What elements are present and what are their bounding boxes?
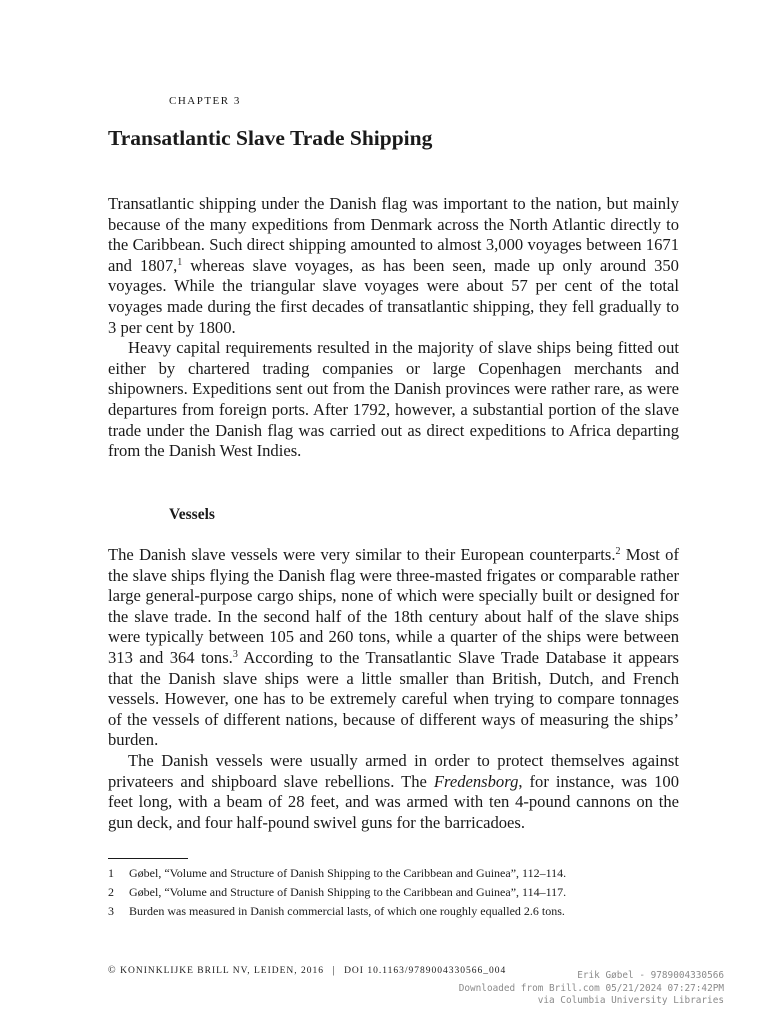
footnote-number: 1 bbox=[108, 866, 114, 880]
publisher: KONINKLIJKE BRILL NV, LEIDEN, 2016 bbox=[120, 966, 325, 976]
footnote-ref-2[interactable]: 2 bbox=[615, 546, 621, 557]
footnote-text: Gøbel, “Volume and Structure of Danish Shipping to the Caribbean and Guinea”, 112–114. bbox=[129, 866, 567, 880]
watermark-line-3: via Columbia University Libraries bbox=[537, 995, 724, 1006]
footnote-ref-3[interactable]: 3 bbox=[232, 648, 238, 660]
footnote-divider bbox=[108, 858, 188, 859]
chapter-title: Transatlantic Slave Trade Shipping bbox=[108, 126, 433, 150]
intro-text bbox=[108, 194, 679, 462]
footnote-text: Burden was measured in Danish commercial lasts, of which one roughly equalled 2.6 tons. bbox=[129, 904, 565, 918]
watermark-line-2: Downloaded from Brill.com 05/21/2024 07:27:42PM bbox=[458, 982, 724, 994]
chapter-label: CHAPTER 3 bbox=[169, 95, 241, 107]
footnote bbox=[108, 864, 708, 883]
vessels-paragraph-1: The Danish slave vessels were very similar to their European counterparts.$^2$ Most of the slave ships flying the Danish flag were three-masted frigates or comparable rather large general-purpose cargo ships, none of which were specially built or designed for the slave trade. In the second half of the 18th century about half of the slave ships were typically between 105 and 260 tons, while a quarter of the ships were between 313 and 364 tons.$^3$ According to the Transatlantic Slave Trade Database it appears that the Danish slave ships were a little smaller than British, Dutch, and French vessels. However, one has to be extremely careful when trying to compare tonnages of the vessels of different nations, because of different ways of measuring the ships’ burden. bbox=[108, 545, 680, 750]
download-watermark bbox=[459, 970, 724, 1008]
footnote-number: 2 bbox=[108, 885, 114, 899]
separator: | bbox=[332, 965, 336, 976]
watermark-line-1: Erik Gøbel - 9789004330566 bbox=[577, 970, 724, 981]
doi-link[interactable]: DOI 10.1163/9789004330566_004 bbox=[344, 966, 507, 976]
footnote-text: Gøbel, “Volume and Structure of Danish Shipping to the Caribbean and Guinea”, 114–117. bbox=[129, 885, 567, 899]
vessels-text bbox=[108, 545, 679, 833]
footnote bbox=[108, 883, 708, 902]
footnotes bbox=[108, 864, 708, 921]
copyright-icon: © bbox=[108, 965, 117, 976]
section-heading-vessels: Vessels bbox=[169, 506, 215, 523]
footnote bbox=[108, 902, 708, 921]
footnote-ref-1[interactable]: 1 bbox=[177, 256, 183, 268]
ship-name: Fredensborg bbox=[433, 771, 519, 791]
footnote-number: 3 bbox=[108, 904, 114, 918]
copyright-line bbox=[108, 965, 506, 976]
intro-paragraph-2: Heavy capital requirements resulted in the majority of slave ships being fitted out either by chartered trading companies or large Copenhagen merchants and shipowners. Expeditions sent out from the Danish provinces were rather rare, as were departures from foreign ports. After 1792, however, a substantial portion of the slave trade under the Danish flag was carried out as direct expeditions to Africa departing from the Danish West Indies. bbox=[108, 338, 679, 461]
vessels-paragraph-2: The Danish vessels were usually armed in order to protect themselves against privateers and shipboard slave rebellions. The Fredensborg, for instance, was 100 feet long, with a beam of 28 feet, and was armed with ten 4-pound cannons on the gun deck, and four half-pound swivel guns for the barricadoes. bbox=[108, 750, 679, 832]
intro-paragraph-1: Transatlantic shipping under the Danish flag was important to the nation, but mainly because of the many expeditions from Denmark across the North Atlantic directly to the Caribbean. Such direct shipping amounted to almost 3,000 voyages between 1671 and 1807,$^1$ whereas slave voyages, as has been seen, made up only around 350 voyages. While the triangular slave voyages were about 57 per cent of the total voyages made during the first decades of transatlantic shipping, they fell gradually to 3 per cent by 1800. bbox=[108, 194, 679, 337]
